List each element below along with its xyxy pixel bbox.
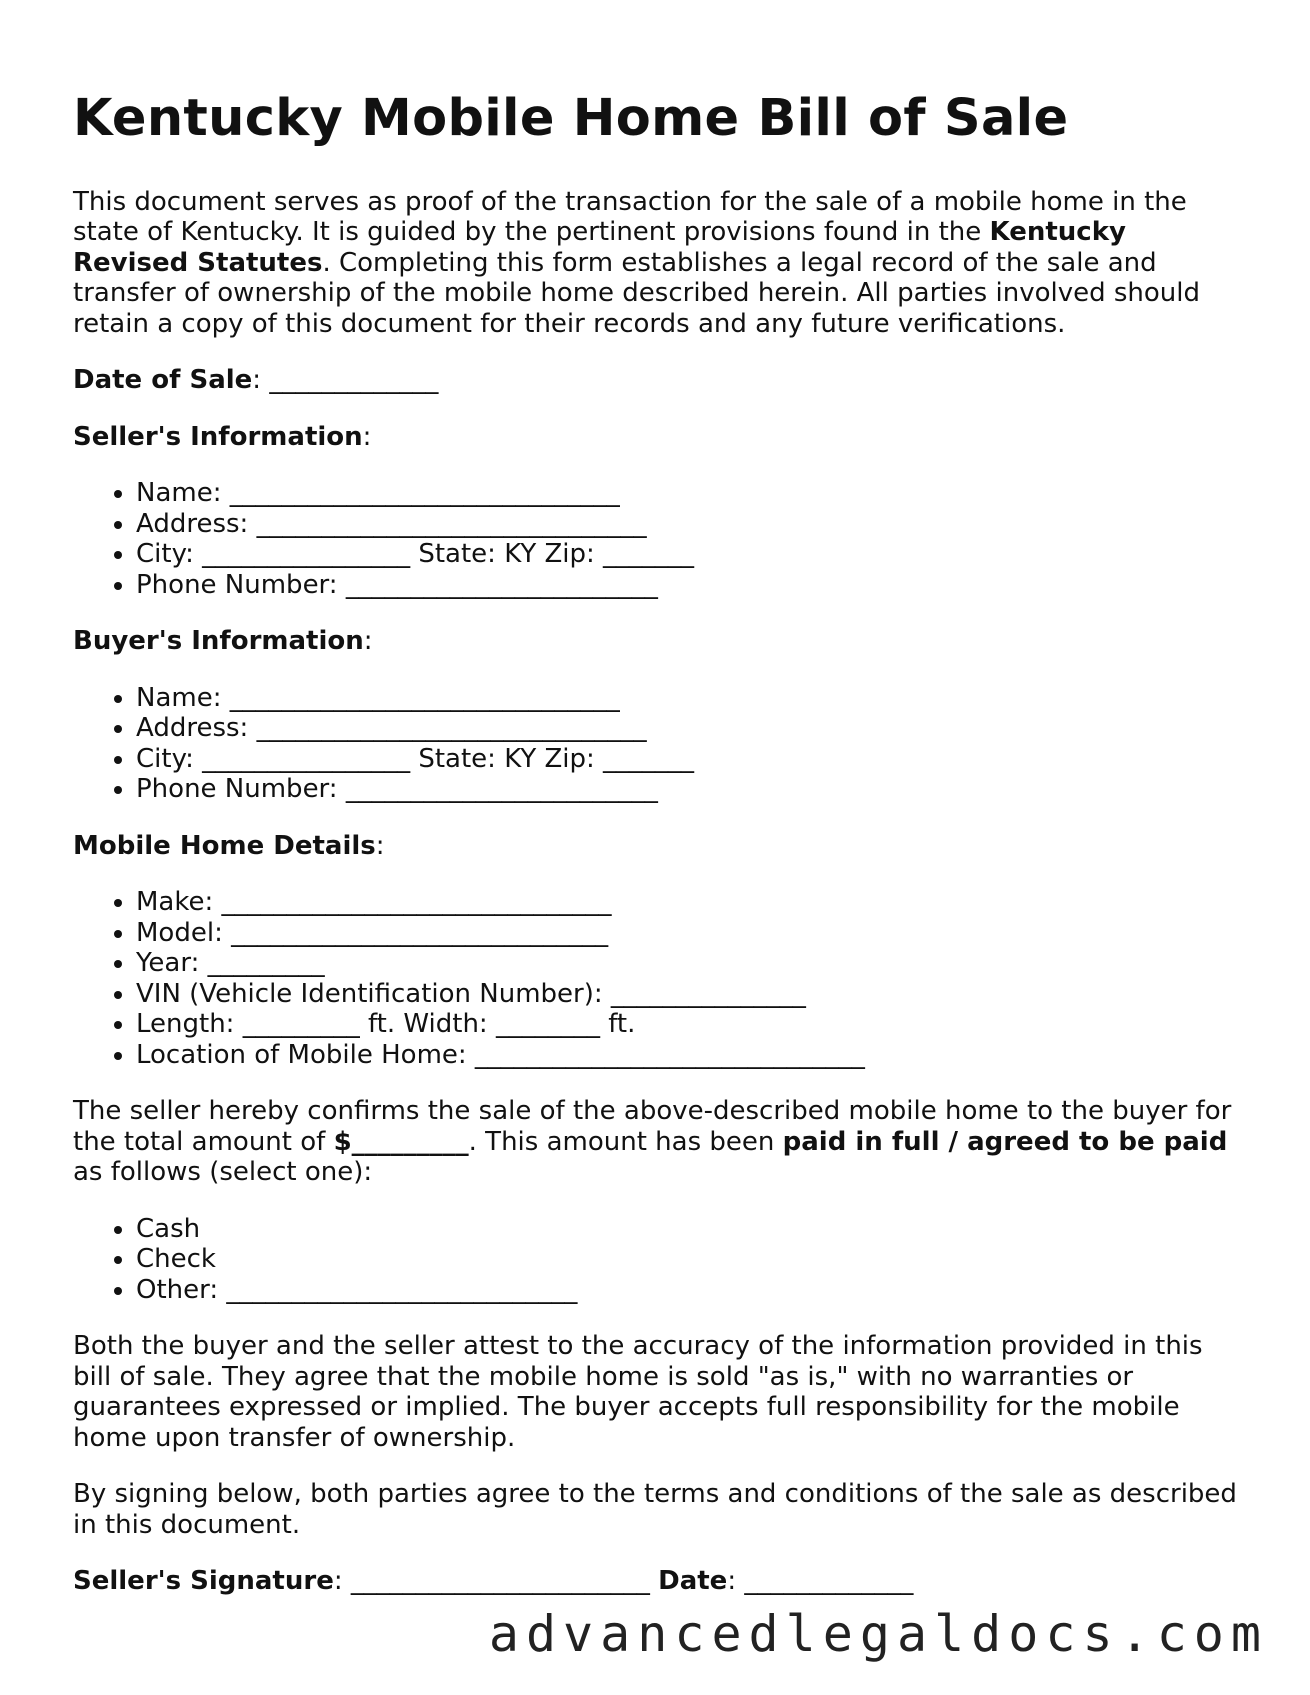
seller-phone-field[interactable]: • Phone Number: ________________________ [136,570,1243,601]
payment-option-other[interactable]: • Other: ___________________________ [136,1275,1243,1306]
intro-text-2: . Completing this form establishes a legal record of the sale and transfer of ownership of the mobile home described herein. All parties involved should retain a copy of this document for their records and any future verifications. [73,247,1201,339]
seller-heading: Seller's Information [73,421,363,452]
year-field[interactable]: • Year: _________ [136,948,1243,979]
page-title: Kentucky Mobile Home Bill of Sale [73,89,1069,148]
buyer-section-heading [73,626,1243,657]
buyer-address-field[interactable]: • Address: ______________________________ [136,713,1243,744]
buyer-heading-colon: : [363,626,373,657]
mobile-home-heading-colon: : [375,830,385,861]
intro-text-1: This document serves as proof of the transaction for the sale of a mobile home in the state of Kentucky. It is guided by the pertinent provisions found in the [73,186,1187,248]
seller-city-field[interactable]: • City: ________________ State: KY Zip: _______ [136,539,1243,570]
vin-field[interactable]: • VIN (Vehicle Identification Number): _______________ [136,979,1243,1010]
buyer-city-field[interactable]: • City: ________________ State: KY Zip: _______ [136,744,1243,775]
payment-status-options: paid in full / agreed to be paid [782,1126,1228,1157]
intro-statute: Kentucky Revised Statutes [73,217,1126,278]
seller-address-field[interactable]: • Address: ______________________________ [136,509,1243,540]
buyer-info-list [73,683,1243,805]
seller-signature-line [73,1566,1243,1597]
payment-text-2: . This amount has been [468,1126,783,1157]
model-field[interactable]: • Model: _____________________________ [136,918,1243,949]
payment-option-check[interactable]: • Check [136,1244,1243,1275]
mobile-home-section-heading [73,831,1243,862]
dimensions-field[interactable]: • Length: _________ ft. Width: ________ ft. [136,1009,1243,1040]
document-page [73,90,1243,1623]
seller-section-heading [73,422,1243,453]
payment-text-3: as follows (select one): [73,1157,373,1188]
payment-paragraph [73,1096,1243,1188]
payment-text-1: The seller hereby confirms the sale of the above-described mobile home to the buyer for the total amount of [73,1096,1232,1157]
buyer-phone-field[interactable]: • Phone Number: ________________________ [136,774,1243,805]
payment-amount-blank[interactable]: $_________ [333,1126,469,1157]
watermark: advancedlegaldocs.com [488,1605,1268,1663]
seller-name-field[interactable]: • Name: ______________________________ [136,478,1243,509]
mobile-home-heading: Mobile Home Details [73,830,376,861]
payment-method-list [73,1214,1243,1306]
location-field[interactable]: • Location of Mobile Home: ______________________________ [136,1040,1243,1071]
date-of-sale-field[interactable] [73,365,1243,396]
attestation-paragraph: Both the buyer and the seller attest to the accuracy of the information provided in this bill of sale. They agree that the mobile home is sold "as is," with no warranties or guarantees expressed or implied. The buyer accepts full responsibility for the mobile home upon transfer of ownership. [73,1331,1203,1453]
seller-signature-label: Seller's Signature [73,1566,334,1597]
payment-option-cash[interactable]: • Cash [136,1214,1243,1245]
seller-signature-blank[interactable]: : _______________________ [333,1566,659,1597]
signing-note-paragraph: By signing below, both parties agree to the terms and conditions of the sale as described in this document. [73,1479,1237,1540]
buyer-heading: Buyer's Information [73,626,364,657]
buyer-name-field[interactable]: • Name: ______________________________ [136,683,1243,714]
intro-paragraph [73,187,1243,340]
make-field[interactable]: • Make: ______________________________ [136,887,1243,918]
seller-heading-colon: : [362,421,372,452]
mobile-home-details-list [73,887,1243,1070]
date-of-sale-label: Date of Sale [73,365,253,396]
seller-signature-date-blank[interactable]: : _____________ [727,1566,914,1597]
date-of-sale-blank[interactable]: : _____________ [252,365,439,396]
seller-signature-date-label: Date [658,1566,728,1597]
seller-info-list [73,478,1243,600]
